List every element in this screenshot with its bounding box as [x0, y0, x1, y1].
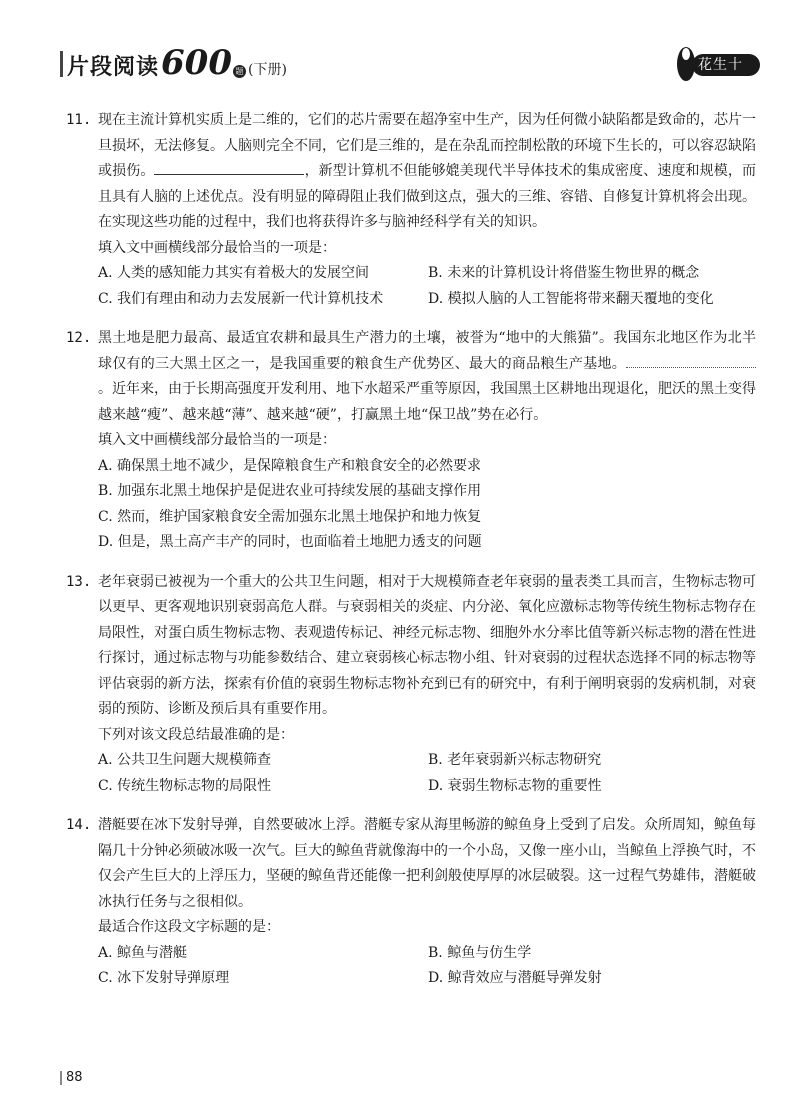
page-number-bar [60, 1071, 62, 1085]
book-number: 600 [161, 43, 232, 83]
option-a: A. 公共卫生问题大规模筛查 [98, 752, 272, 768]
option-a: A. 人类的感知能力其实有着极大的发展空间 [98, 265, 370, 281]
option-a: A. 鲸鱼与潜艇 [98, 944, 188, 961]
stem-part-2: ，新型计算机不但能够媲美现代半导体技术的集成密度、速度和规模，而且具有人脑的上述优点。没有明显的障碍阻止我们做到这点，强大的三维、容错、自修复计算机将会出现。在实现这些功能的过程中，我们也将获得许多与脑神经科学有关的知识。 [98, 163, 757, 230]
book-title-group [60, 43, 287, 83]
book-circle-badge: 题 [233, 65, 246, 78]
page-number: 88 [66, 1070, 83, 1085]
question-number: 11. [66, 112, 92, 128]
option-b: B. 鲸鱼与仿生学 [428, 944, 532, 961]
option-c: C. 传统生物标志物的局限性 [98, 777, 272, 794]
question-list [66, 108, 756, 1006]
page-header [60, 40, 760, 100]
option-d: D. 模拟人脑的人工智能将带来翻天覆地的变化 [428, 290, 714, 307]
book-volume: (下册) [248, 62, 287, 78]
option-list [98, 748, 756, 799]
option-c: C. 然而，维护国家粮食安全需加强东北黑土地保护和地力恢复 [98, 508, 482, 525]
fill-blank [626, 353, 756, 368]
option-list [98, 941, 756, 992]
question-number: 12. [66, 330, 92, 346]
option-c: C. 冰下发射导弹原理 [98, 970, 230, 986]
book-title: 片段阅读 [67, 54, 160, 80]
chapter-badge [674, 44, 760, 95]
option-a: A. 确保黑土地不减少，是保障粮食生产和粮食安全的必然要求 [98, 457, 482, 474]
question-13 [66, 570, 756, 800]
question-11 [66, 108, 756, 312]
question-12 [66, 326, 756, 556]
option-b: B. 老年衰弱新兴标志物研究 [428, 752, 602, 768]
option-d: D. 但是，黑土高产丰产的同时，也面临着土地肥力透支的问题 [98, 534, 482, 550]
question-stem [98, 326, 756, 428]
question-prompt: 填入文中画横线部分最恰当的一项是： [98, 432, 336, 448]
stem-part-1: 现在主流计算机实质上是二维的，它们的芯片需要在超净室中生产，因为任何微小缺陷都是致命的，芯片一旦损坏，无法修复。人脑则完全不同，它们是三维的，是在杂乱而控制松散的环境下生长的，可以容忍缺陷或损伤。 [98, 112, 756, 179]
option-b: B. 未来的计算机设计将借鉴生物世界的概念 [428, 265, 700, 281]
stem-part-1: 黑土地是肥力最高、最适宜农耕和最具生产潜力的土壤，被誉为“地中的大熊猫”。我国东北地区作为北半球仅有的三大黑土区之一，是我国重要的粮食生产优势区、最大的商品粮生产基地。 [98, 330, 756, 372]
option-b: B. 加强东北黑土地保护是促进农业可持续发展的基础支撑作用 [98, 483, 482, 499]
question-stem: 潜艇要在冰下发射导弹，自然要破冰上浮。潜艇专家从海里畅游的鲸鱼身上受到了启发。众所周知，鲸鱼每隔几十分钟必须破冰吸一次气。巨大的鲸鱼背就像海中的一个小岛，又像一座小山，当鲸鱼上浮换气时，不仅会产生巨大的上浮压力，坚硬的鲸鱼背还能像一把利剑般使厚厚的冰层破裂。这一过程气势雄伟，潜艇破冰执行任务与之很相似。 [98, 817, 756, 910]
chapter-label: 花生十三 [692, 54, 760, 76]
fill-blank [154, 160, 304, 175]
option-d: D. 衰弱生物标志物的重要性 [428, 777, 602, 794]
stem-part-2: 。近年来，由于长期高强度开发利用、地下水超采严重等原因，我国黑土区耕地出现退化，肥沃的黑土变得越来越“瘦”、越来越“薄”、越来越“硬”，打赢黑土地“保卫战”势在必行。 [98, 381, 756, 423]
option-d: D. 鲸背效应与潜艇导弹发射 [428, 970, 602, 986]
question-stem: 老年衰弱已被视为一个重大的公共卫生问题，相对于大规模筛查老年衰弱的量表类工具而言，生物标志物可以更早、更客观地识别衰弱高危人群。与衰弱相关的炎症、内分泌、氧化应激标志物等传统生物标志物存在局限性，对蛋白质生物标志物、表观遗传标记、神经元标志物、细胞外水分率比值等新兴标志物的潜在性进行探讨，通过标志物与功能参数结合、建立衰弱核心标志物小组、针对衰弱的过程状态选择不同的标志物等评估衰弱的新方法，探索有价值的衰弱生物标志物补充到已有的研究中，有利于阐明衰弱的发病机制，对衰弱的预防、诊断及预后具有重要作用。 [98, 573, 756, 717]
question-number: 13. [66, 573, 92, 590]
header-bar [60, 51, 63, 77]
question-prompt: 最适合作这段文字标题的是： [98, 919, 280, 935]
question-number: 14. [66, 817, 92, 833]
question-14 [66, 813, 756, 992]
option-c: C. 我们有理由和动力去发展新一代计算机技术 [98, 290, 384, 307]
question-stem [98, 108, 756, 236]
question-prompt: 下列对该文段总结最准确的是： [98, 726, 294, 743]
option-list [98, 454, 756, 556]
option-list [98, 261, 756, 312]
question-prompt: 填入文中画横线部分最恰当的一项是： [98, 239, 336, 256]
